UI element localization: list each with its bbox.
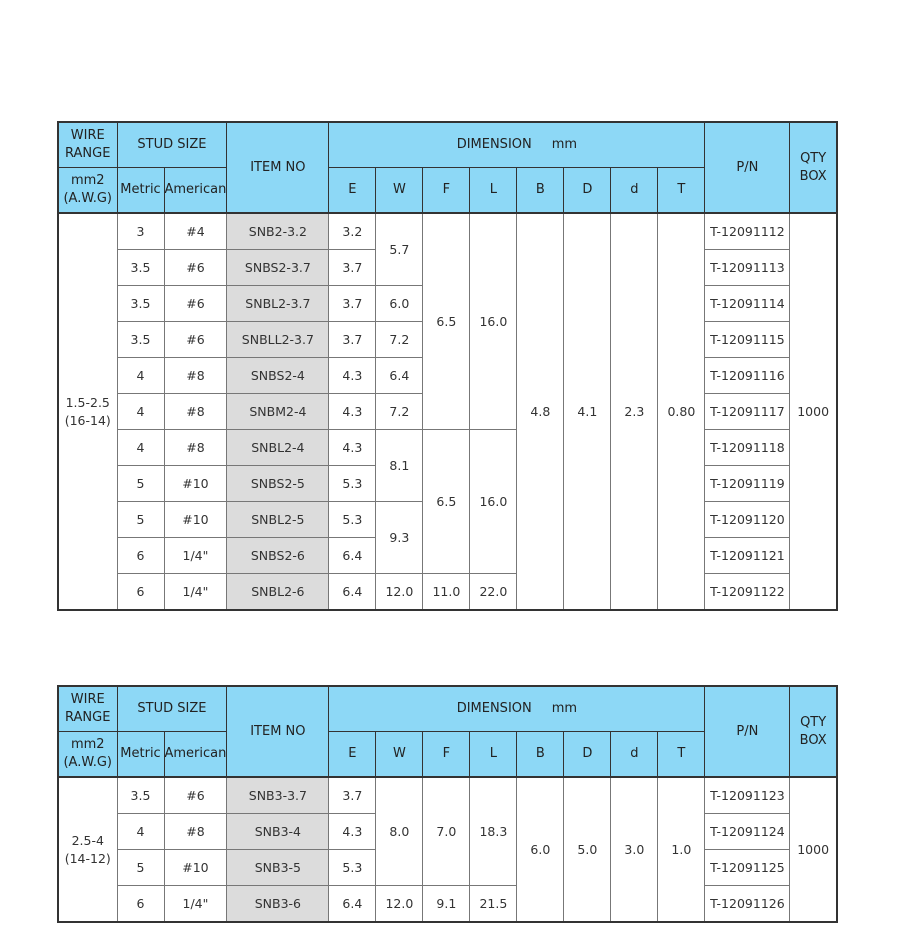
pn-cell: T-12091126 — [705, 886, 790, 923]
item-no-cell: SNBS2-6 — [227, 538, 329, 574]
metric-cell: 5 — [117, 502, 164, 538]
dim-f-cell: 6.5 — [423, 430, 470, 574]
header-dim-f: F — [423, 168, 470, 214]
table-row — [58, 430, 837, 466]
dim-e-cell: 4.3 — [329, 394, 376, 430]
header-stud-size: STUD SIZE — [117, 122, 227, 168]
item-no-cell: SNBM2-4 — [227, 394, 329, 430]
american-cell: #4 — [164, 213, 227, 250]
dim-e-cell: 3.7 — [329, 250, 376, 286]
pn-cell: T-12091117 — [705, 394, 790, 430]
metric-cell: 6 — [117, 574, 164, 611]
dim-e-cell: 6.4 — [329, 574, 376, 611]
american-cell: #6 — [164, 777, 227, 814]
header-pn: P/N — [705, 686, 790, 777]
pn-cell: T-12091114 — [705, 286, 790, 322]
item-no-cell: SNBS2-3.7 — [227, 250, 329, 286]
metric-cell: 3.5 — [117, 286, 164, 322]
header-dim-d-lower: d — [611, 732, 658, 778]
table-row — [58, 213, 837, 250]
metric-cell: 3.5 — [117, 777, 164, 814]
header-dim-l: L — [470, 168, 517, 214]
header-dim-t: T — [658, 732, 705, 778]
item-no-cell: SNB3-5 — [227, 850, 329, 886]
header-dimension — [329, 122, 705, 168]
dim-l-cell: 16.0 — [470, 430, 517, 574]
metric-cell: 4 — [117, 358, 164, 394]
american-cell: #8 — [164, 358, 227, 394]
header-qty-box: QTY BOX — [790, 122, 837, 213]
header-dim-e: E — [329, 168, 376, 214]
dim-w-cell: 5.7 — [376, 213, 423, 286]
dim-e-cell: 3.7 — [329, 286, 376, 322]
american-cell: #8 — [164, 430, 227, 466]
american-cell: #6 — [164, 250, 227, 286]
dim-d-lower-cell: 2.3 — [611, 213, 658, 610]
dim-w-cell: 12.0 — [376, 574, 423, 611]
dimension-label: DIMENSION — [456, 701, 532, 716]
metric-cell: 4 — [117, 814, 164, 850]
dim-e-cell: 5.3 — [329, 502, 376, 538]
wire-range-cell: 1.5-2.5 (16-14) — [58, 213, 117, 610]
header-dim-d-upper: D — [564, 168, 611, 214]
metric-cell: 5 — [117, 850, 164, 886]
american-cell: #10 — [164, 850, 227, 886]
header-dim-f: F — [423, 732, 470, 778]
header-item-no: ITEM NO — [227, 686, 329, 777]
dim-l-cell: 18.3 — [470, 777, 517, 886]
wire-range-cell: 2.5-4 (14-12) — [58, 777, 117, 922]
pn-cell: T-12091124 — [705, 814, 790, 850]
dim-f-cell: 7.0 — [423, 777, 470, 886]
dim-d-upper-cell: 4.1 — [564, 213, 611, 610]
metric-cell: 6 — [117, 538, 164, 574]
dim-e-cell: 4.3 — [329, 430, 376, 466]
dim-e-cell: 3.2 — [329, 213, 376, 250]
header-dim-w: W — [376, 732, 423, 778]
header-dim-e: E — [329, 732, 376, 778]
qty-box-cell: 1000 — [790, 213, 837, 610]
table-row — [58, 777, 837, 814]
dim-w-cell: 8.1 — [376, 430, 423, 502]
dim-t-cell: 0.80 — [658, 213, 705, 610]
pn-cell: T-12091115 — [705, 322, 790, 358]
pn-cell: T-12091116 — [705, 358, 790, 394]
metric-cell: 4 — [117, 430, 164, 466]
american-cell: 1/4" — [164, 574, 227, 611]
dim-w-cell: 9.3 — [376, 502, 423, 574]
header-item-no: ITEM NO — [227, 122, 329, 213]
dim-f-cell: 11.0 — [423, 574, 470, 611]
metric-cell: 3.5 — [117, 250, 164, 286]
header-stud-size: STUD SIZE — [117, 686, 227, 732]
dim-w-cell: 6.0 — [376, 286, 423, 322]
qty-box-cell: 1000 — [790, 777, 837, 922]
spec-table-1 — [57, 121, 838, 611]
header-dim-b: B — [517, 168, 564, 214]
item-no-cell: SNBLL2-3.7 — [227, 322, 329, 358]
pn-cell: T-12091112 — [705, 213, 790, 250]
header-pn: P/N — [705, 122, 790, 213]
header-metric: Metric — [117, 732, 164, 778]
dim-e-cell: 3.7 — [329, 777, 376, 814]
header-wire-range: WIRE RANGE — [58, 686, 117, 732]
dim-l-cell: 16.0 — [470, 213, 517, 430]
dim-e-cell: 6.4 — [329, 886, 376, 923]
dim-l-cell: 22.0 — [470, 574, 517, 611]
item-no-cell: SNB2-3.2 — [227, 213, 329, 250]
item-no-cell: SNBL2-3.7 — [227, 286, 329, 322]
item-no-cell: SNBL2-4 — [227, 430, 329, 466]
item-no-cell: SNB3-3.7 — [227, 777, 329, 814]
dim-e-cell: 3.7 — [329, 322, 376, 358]
header-qty-box: QTY BOX — [790, 686, 837, 777]
metric-cell: 3.5 — [117, 322, 164, 358]
header-dim-t: T — [658, 168, 705, 214]
item-no-cell: SNBS2-5 — [227, 466, 329, 502]
american-cell: 1/4" — [164, 538, 227, 574]
pn-cell: T-12091120 — [705, 502, 790, 538]
dim-f-cell: 6.5 — [423, 213, 470, 430]
metric-cell: 5 — [117, 466, 164, 502]
header-metric: Metric — [117, 168, 164, 214]
dim-e-cell: 4.3 — [329, 814, 376, 850]
spec-table-2 — [57, 685, 838, 923]
american-cell: #6 — [164, 286, 227, 322]
dim-d-upper-cell: 5.0 — [564, 777, 611, 922]
dimension-unit: mm — [551, 701, 578, 716]
header-american: American — [164, 732, 227, 778]
american-cell: #6 — [164, 322, 227, 358]
american-cell: #10 — [164, 466, 227, 502]
american-cell: #10 — [164, 502, 227, 538]
american-cell: #8 — [164, 814, 227, 850]
pn-cell: T-12091121 — [705, 538, 790, 574]
pn-cell: T-12091123 — [705, 777, 790, 814]
item-no-cell: SNBL2-5 — [227, 502, 329, 538]
pn-cell: T-12091125 — [705, 850, 790, 886]
dim-w-cell: 12.0 — [376, 886, 423, 923]
dim-d-lower-cell: 3.0 — [611, 777, 658, 922]
dim-b-cell: 6.0 — [517, 777, 564, 922]
header-dim-w: W — [376, 168, 423, 214]
dim-f-cell: 9.1 — [423, 886, 470, 923]
dim-w-cell: 7.2 — [376, 394, 423, 430]
dim-e-cell: 6.4 — [329, 538, 376, 574]
dim-t-cell: 1.0 — [658, 777, 705, 922]
header-american: American — [164, 168, 227, 214]
dim-w-cell: 6.4 — [376, 358, 423, 394]
item-no-cell: SNBS2-4 — [227, 358, 329, 394]
dimension-unit: mm — [551, 137, 578, 152]
header-wire-unit: mm2 (A.W.G) — [58, 168, 117, 214]
dim-e-cell: 4.3 — [329, 358, 376, 394]
header-dimension — [329, 686, 705, 732]
item-no-cell: SNB3-4 — [227, 814, 329, 850]
header-dim-b: B — [517, 732, 564, 778]
dim-w-cell: 8.0 — [376, 777, 423, 886]
item-no-cell: SNB3-6 — [227, 886, 329, 923]
dim-b-cell: 4.8 — [517, 213, 564, 610]
table-row — [58, 574, 837, 611]
american-cell: #8 — [164, 394, 227, 430]
pn-cell: T-12091118 — [705, 430, 790, 466]
metric-cell: 6 — [117, 886, 164, 923]
metric-cell: 3 — [117, 213, 164, 250]
dimension-label: DIMENSION — [456, 137, 532, 152]
dim-w-cell: 7.2 — [376, 322, 423, 358]
dim-e-cell: 5.3 — [329, 850, 376, 886]
dim-l-cell: 21.5 — [470, 886, 517, 923]
pn-cell: T-12091113 — [705, 250, 790, 286]
item-no-cell: SNBL2-6 — [227, 574, 329, 611]
american-cell: 1/4" — [164, 886, 227, 923]
header-dim-d-lower: d — [611, 168, 658, 214]
dim-e-cell: 5.3 — [329, 466, 376, 502]
table-row — [58, 886, 837, 923]
header-dim-l: L — [470, 732, 517, 778]
header-wire-range: WIRE RANGE — [58, 122, 117, 168]
metric-cell: 4 — [117, 394, 164, 430]
pn-cell: T-12091122 — [705, 574, 790, 611]
pn-cell: T-12091119 — [705, 466, 790, 502]
header-wire-unit: mm2 (A.W.G) — [58, 732, 117, 778]
header-dim-d-upper: D — [564, 732, 611, 778]
